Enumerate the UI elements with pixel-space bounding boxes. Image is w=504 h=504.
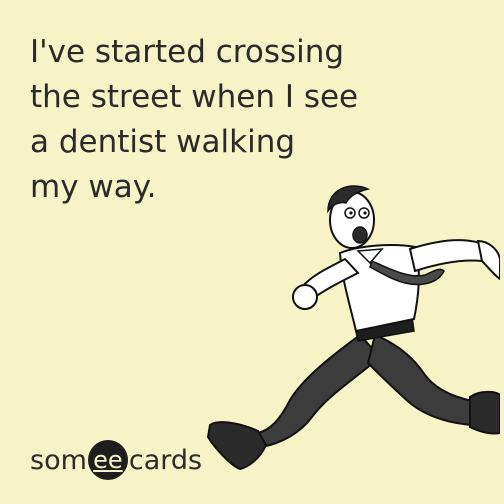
logo-suffix: cards	[128, 444, 203, 476]
caption-line-4: my way.	[30, 169, 157, 205]
logo-ee-badge: ee	[88, 440, 128, 480]
caption-line-1: I've started crossing	[30, 34, 345, 70]
front-arm	[410, 240, 482, 271]
rear-shoe	[208, 422, 266, 469]
running-man-icon	[200, 175, 500, 485]
rear-fist	[293, 285, 317, 309]
caption-line-2: the street when I see	[30, 79, 359, 115]
mouth	[353, 227, 367, 243]
rear-leg	[258, 335, 380, 447]
someecards-logo	[30, 440, 202, 480]
front-hand	[478, 241, 500, 279]
shirt	[340, 245, 419, 331]
front-shoe	[470, 392, 500, 434]
caption-line-3: a dentist walking	[30, 124, 296, 160]
logo-prefix: som	[30, 444, 87, 476]
